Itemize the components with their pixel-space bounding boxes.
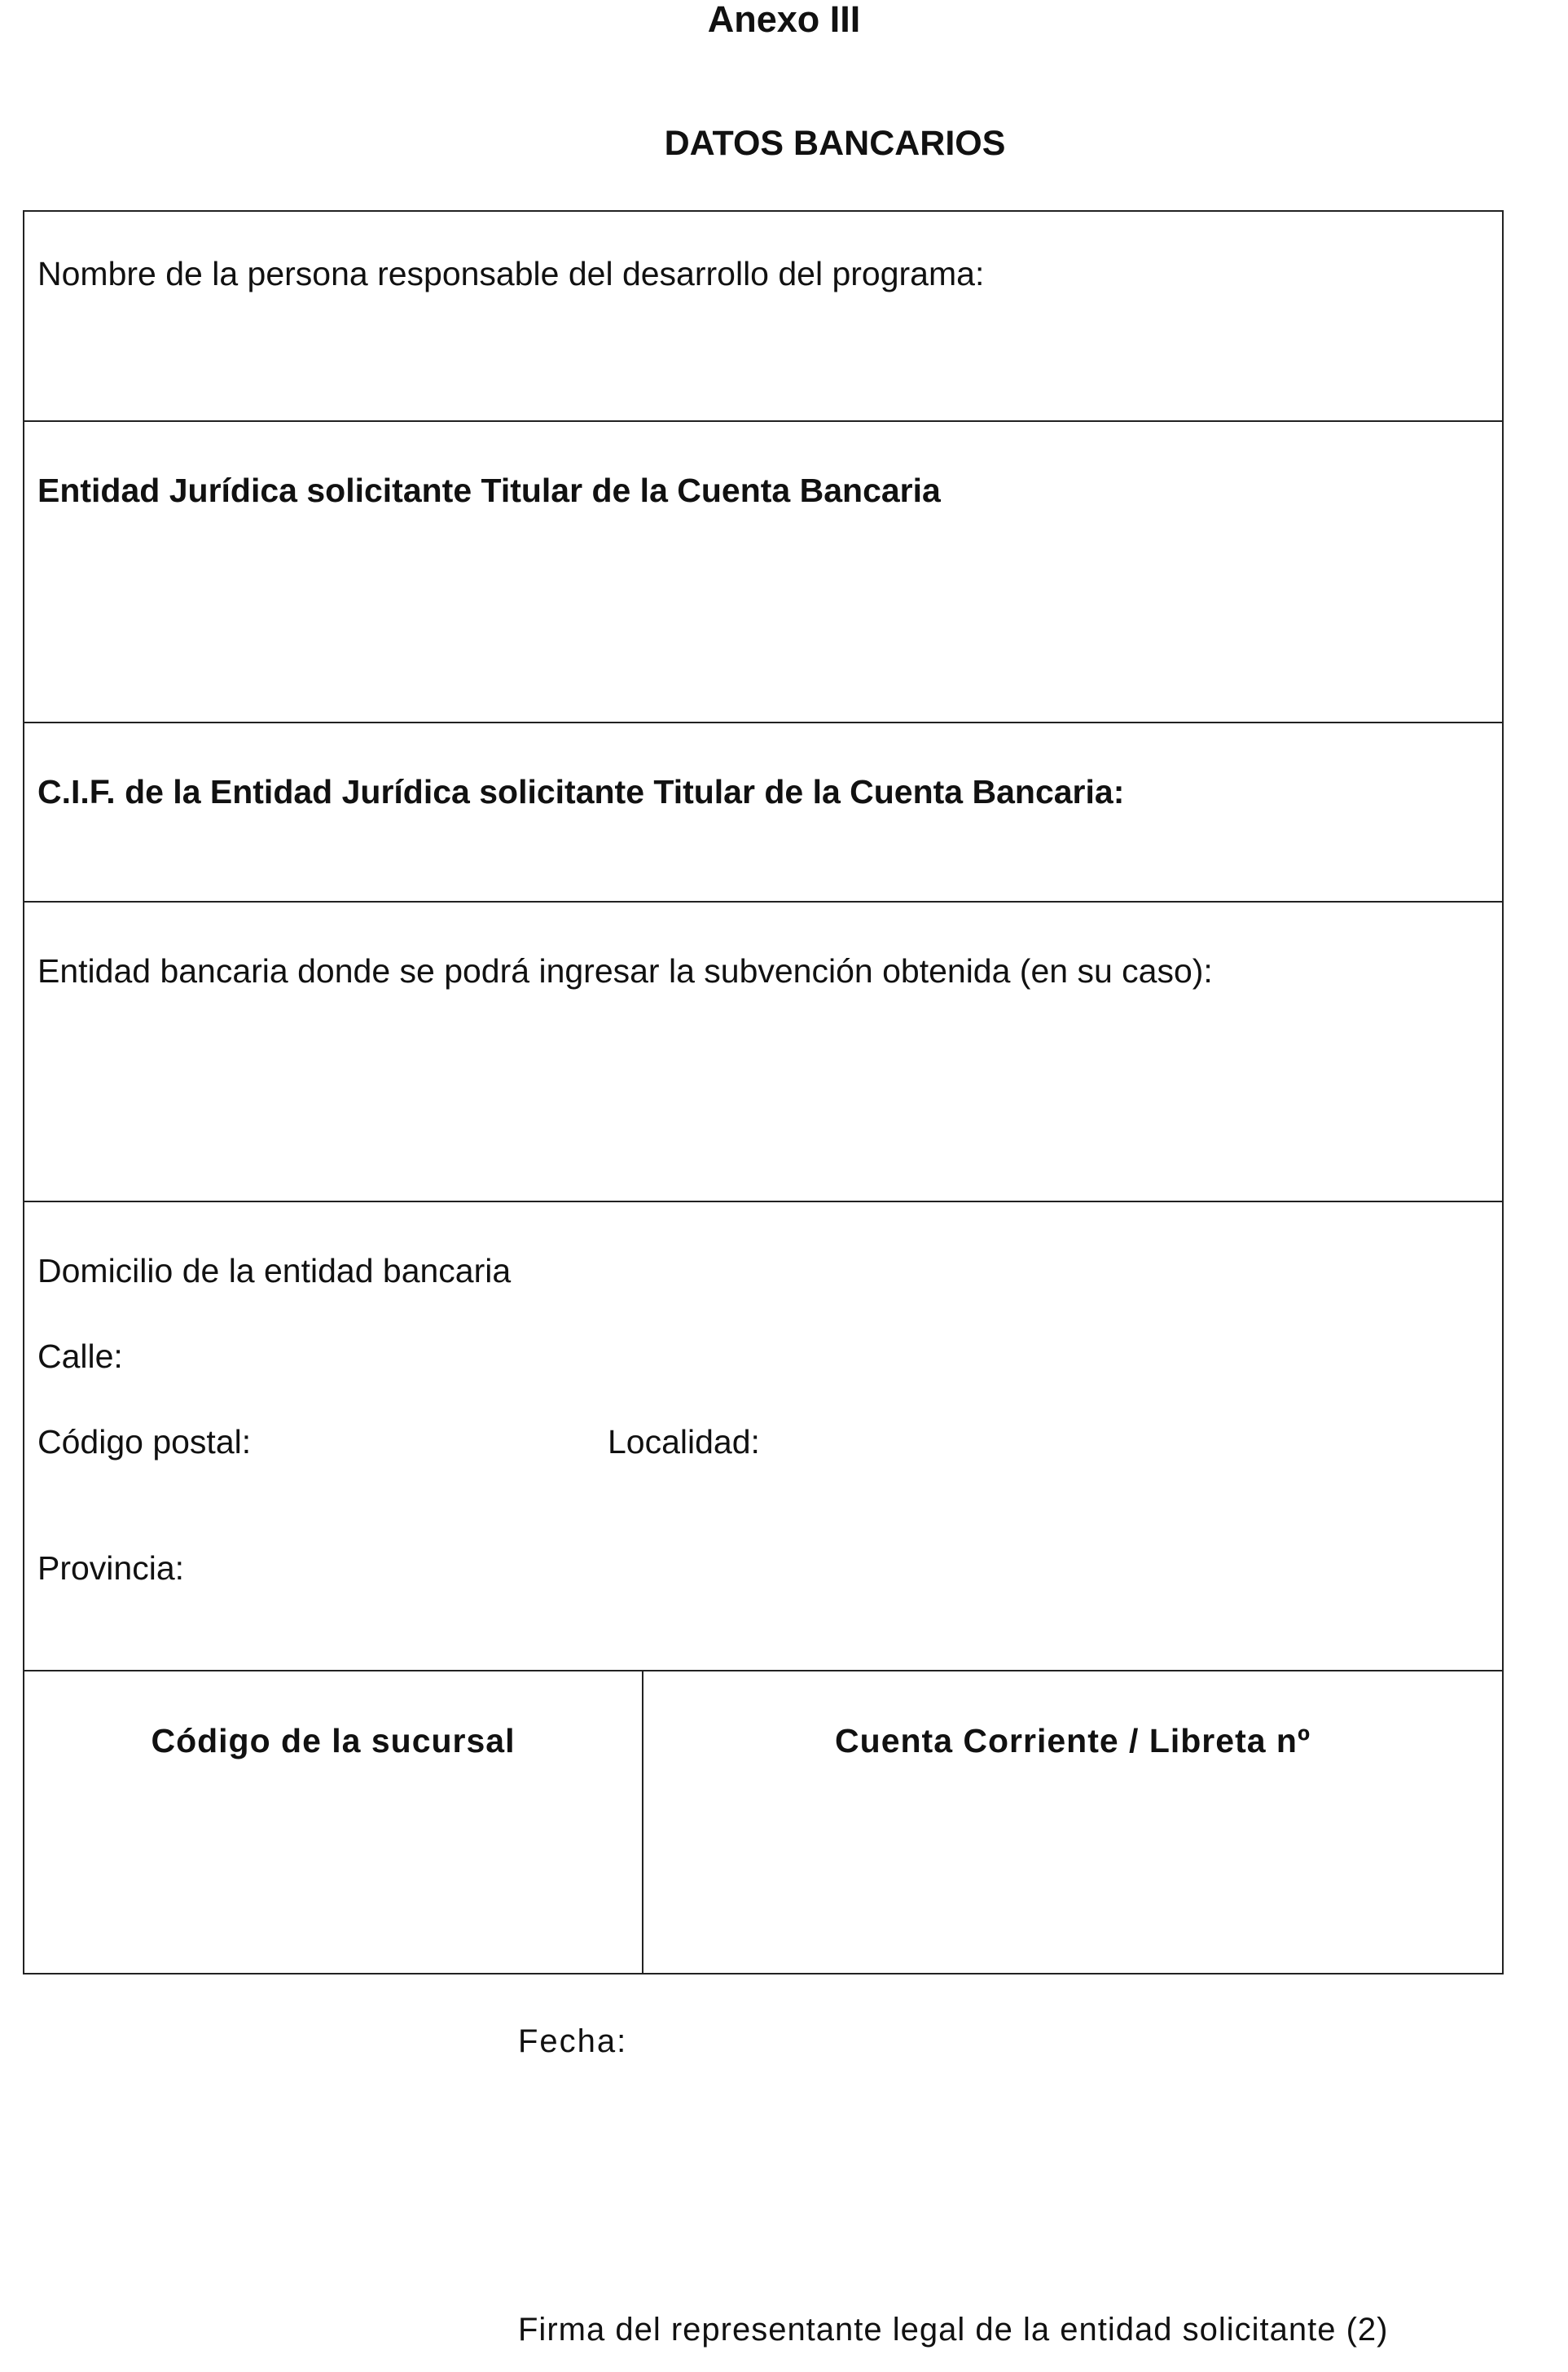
row-divider (24, 1670, 1502, 1671)
calle-label: Calle: (37, 1338, 123, 1375)
cuenta-label: Cuenta Corriente / Libreta nº (835, 1722, 1311, 1759)
column-divider (642, 1670, 643, 1973)
row-divider (24, 420, 1502, 422)
annex-title: Anexo III (707, 0, 861, 40)
section-title: DATOS BANCARIOS (664, 124, 1006, 163)
localidad-label: Localidad: (608, 1423, 760, 1461)
entidad-bancaria-label: Entidad bancaria donde se podrá ingresar la subvención obtenida (en su caso): (37, 952, 1213, 990)
row-divider (24, 901, 1502, 903)
provincia-label: Provincia: (37, 1549, 185, 1587)
responsable-label: Nombre de la persona responsable del desarrollo del programa: (37, 255, 985, 292)
entidad-juridica-label: Entidad Jurídica solicitante Titular de la Cuenta Bancaria (37, 472, 941, 509)
bank-data-form (23, 210, 1504, 1974)
cif-label: C.I.F. de la Entidad Jurídica solicitante Titular de la Cuenta Bancaria: (37, 773, 1125, 810)
firma-label: Firma del representante legal de la entidad solicitante (2) (518, 2312, 1389, 2348)
fecha-label: Fecha: (518, 2023, 628, 2059)
codigo-sucursal-label: Código de la sucursal (151, 1722, 516, 1759)
codigo-postal-label: Código postal: (37, 1423, 252, 1461)
row-divider (24, 1201, 1502, 1202)
domicilio-heading: Domicilio de la entidad bancaria (37, 1252, 512, 1289)
row-divider (24, 722, 1502, 723)
